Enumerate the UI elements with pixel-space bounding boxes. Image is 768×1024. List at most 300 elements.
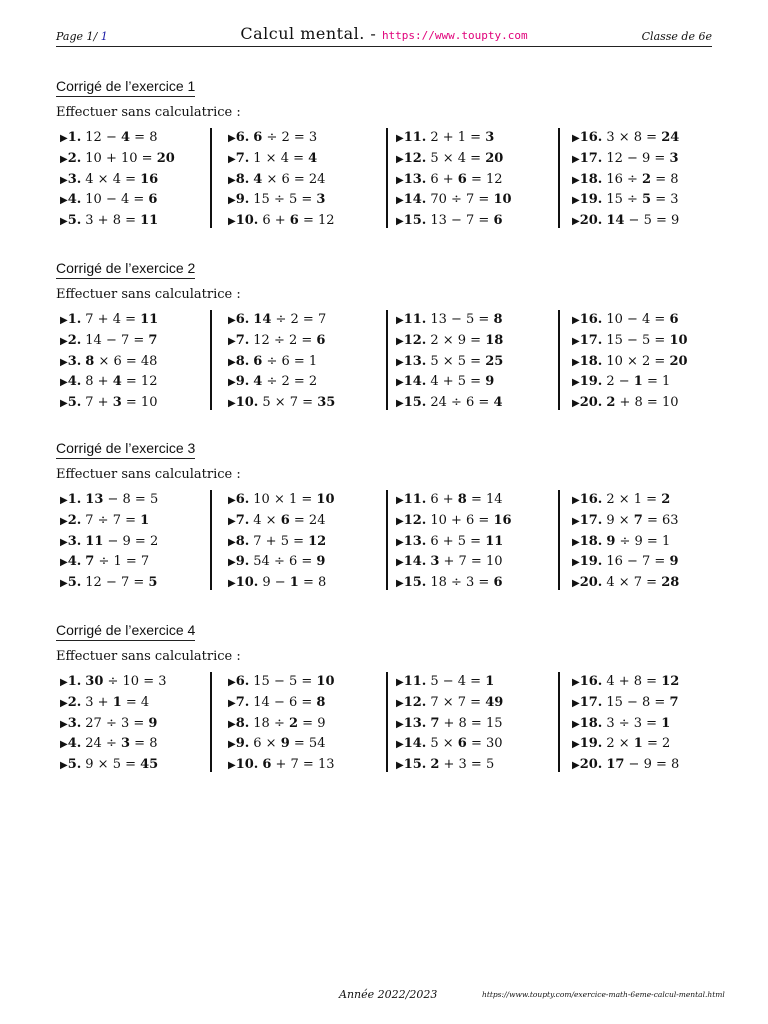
- exercise-title: Corrigé de l’exercice 2: [56, 260, 195, 279]
- answer-value: 11: [140, 312, 159, 327]
- answer-item: [228, 170, 335, 191]
- equation-text: 14 − 7 =: [85, 332, 149, 348]
- bullet-triangle-icon: ▶: [572, 133, 580, 144]
- equation-text: 2 ×: [606, 736, 634, 752]
- answers-column: [396, 490, 512, 594]
- bullet-triangle-icon: ▶: [228, 398, 236, 410]
- answers-column: [228, 672, 335, 776]
- equation: [253, 736, 325, 751]
- answer-value: 10: [316, 492, 335, 507]
- item-number: 7.: [235, 332, 250, 348]
- answer-value: 6: [493, 213, 503, 229]
- equation: [430, 554, 502, 569]
- equation-text: + 3 = 5: [439, 757, 495, 773]
- equation-text: 15 − 5 =: [606, 332, 670, 348]
- equation-text: = 14: [466, 492, 503, 507]
- bullet-triangle-icon: ▶: [228, 216, 236, 228]
- bullet-triangle-icon: ▶: [228, 739, 236, 751]
- item-number: 20.: [579, 213, 603, 229]
- bullet-triangle-icon: ▶: [572, 356, 580, 368]
- equation-text: + 7 = 10: [439, 554, 503, 570]
- bullet-triangle-icon: ▶: [572, 174, 580, 186]
- answer-value: 13: [85, 492, 104, 507]
- equation: [430, 736, 502, 751]
- bullet-triangle-icon: ▶: [60, 356, 68, 368]
- answer-item: [228, 490, 335, 511]
- item-number: 10.: [235, 213, 259, 229]
- equation-text: ÷ 6 = 1: [262, 353, 318, 369]
- equation-text: = 54: [289, 736, 326, 752]
- answer-item: [228, 393, 335, 414]
- equation: [253, 312, 326, 327]
- answer-value: 16: [493, 512, 512, 528]
- item-number: 7.: [235, 694, 250, 710]
- equation-text: 10 + 6 =: [430, 512, 494, 528]
- item-number: 3.: [67, 353, 82, 369]
- bullet-triangle-icon: ▶: [60, 578, 68, 590]
- answer-item: [572, 211, 679, 232]
- answer-value: 8: [316, 694, 326, 710]
- answers-column: [60, 128, 175, 232]
- answer-value: 4: [120, 130, 131, 145]
- bullet-triangle-icon: ▶: [572, 760, 580, 772]
- answer-item: [228, 573, 335, 594]
- bullet-triangle-icon: ▶: [396, 174, 404, 186]
- answer-item: [572, 352, 688, 373]
- item-number: 20.: [579, 395, 603, 411]
- answer-value: 6: [493, 575, 503, 591]
- exercise-section-2: [56, 258, 716, 411]
- answer-value: 1: [140, 512, 150, 528]
- answer-value: 2: [606, 395, 616, 411]
- bullet-triangle-icon: ▶: [396, 578, 404, 590]
- answers-grid: [56, 310, 716, 414]
- equation-text: ÷ 10 = 3: [103, 674, 167, 689]
- exercise-section-3: [56, 438, 716, 591]
- answers-grid: [56, 490, 716, 594]
- item-number: 17.: [579, 694, 603, 710]
- item-number: 15.: [403, 395, 427, 411]
- equation: [430, 130, 494, 145]
- equation-text: 6 + 5 =: [430, 533, 486, 549]
- equation-text: 16 ÷: [606, 171, 643, 187]
- answer-value: 5: [642, 192, 652, 208]
- equation-text: 9 −: [262, 575, 290, 591]
- bullet-triangle-icon: ▶: [60, 697, 68, 709]
- equation-text: 24 ÷: [85, 736, 121, 752]
- item-number: 18.: [579, 533, 603, 549]
- equation: [85, 192, 157, 207]
- equation: [430, 395, 502, 410]
- equation-text: 70 ÷ 7 =: [430, 192, 494, 208]
- bullet-triangle-icon: ▶: [396, 153, 404, 165]
- item-number: 10.: [235, 395, 259, 411]
- answer-value: 2: [430, 757, 440, 773]
- item-number: 1.: [67, 130, 82, 145]
- answer-value: 12: [308, 533, 327, 549]
- equation: [430, 513, 511, 528]
- equation-text: 9 ×: [606, 512, 634, 528]
- equation-text: 10 + 10 =: [85, 150, 157, 166]
- bullet-triangle-icon: ▶: [228, 760, 236, 772]
- equation: [430, 534, 503, 549]
- answer-item: [396, 331, 503, 352]
- footer-url[interactable]: https://www.toupty.com/exercice-math-6eme-calcul-mental.html: [482, 990, 725, 999]
- bullet-triangle-icon: ▶: [60, 557, 68, 569]
- answers-column: [60, 310, 158, 414]
- header-url-link[interactable]: https://www.toupty.com: [381, 29, 528, 42]
- equation: [606, 395, 678, 410]
- equation: [430, 333, 503, 348]
- answer-value: 28: [661, 575, 680, 591]
- equation: [262, 395, 335, 410]
- equation: [262, 757, 334, 772]
- equation-text: 8 +: [85, 374, 113, 390]
- bullet-triangle-icon: ▶: [228, 677, 236, 688]
- bullet-triangle-icon: ▶: [60, 315, 68, 326]
- item-number: 14.: [403, 554, 427, 570]
- answer-item: [228, 693, 335, 714]
- answer-item: [228, 211, 335, 232]
- answer-item: [60, 310, 158, 331]
- equation: [606, 716, 670, 731]
- answer-value: 6: [253, 353, 263, 369]
- equation-text: = 3: [651, 192, 679, 208]
- answer-value: 12: [661, 674, 680, 689]
- answer-value: 20: [156, 150, 175, 166]
- answer-value: 9: [316, 554, 326, 570]
- equation-text: 3 +: [85, 694, 113, 710]
- answers-column: [60, 490, 158, 594]
- answer-item: [60, 331, 158, 352]
- answer-value: 16: [140, 171, 159, 187]
- answer-item: [60, 511, 158, 532]
- item-number: 6.: [235, 312, 250, 327]
- equation: [430, 492, 502, 507]
- item-number: 17.: [579, 512, 603, 528]
- bullet-triangle-icon: ▶: [228, 174, 236, 186]
- equation: [430, 695, 503, 710]
- equation-text: 15 ÷ 5 =: [253, 192, 317, 208]
- equation: [85, 554, 149, 569]
- equation-text: 7 ÷ 7 =: [85, 512, 141, 528]
- item-number: 5.: [67, 757, 82, 773]
- answer-value: 17: [606, 757, 625, 773]
- equation-text: 12 − 9 =: [606, 150, 670, 166]
- equation: [85, 674, 166, 689]
- answer-item: [396, 211, 512, 232]
- equation: [253, 492, 334, 507]
- exercise-title: Corrigé de l’exercice 3: [56, 440, 195, 459]
- item-number: 13.: [403, 533, 427, 549]
- equation-text: ÷ 1 = 7: [94, 554, 150, 570]
- equation: [253, 354, 317, 369]
- answer-value: 18: [485, 332, 504, 348]
- item-number: 8.: [235, 171, 250, 187]
- item-number: 12.: [403, 150, 427, 166]
- equation-text: ÷ 2 = 7: [271, 312, 327, 327]
- answers-column: [572, 128, 679, 232]
- bullet-triangle-icon: ▶: [60, 739, 68, 751]
- answer-value: 6: [280, 512, 290, 528]
- bullet-triangle-icon: ▶: [60, 335, 68, 347]
- equation-text: 12 −: [85, 130, 121, 145]
- answer-item: [60, 190, 175, 211]
- answer-item: [60, 211, 175, 232]
- item-number: 10.: [235, 575, 259, 591]
- bullet-triangle-icon: ▶: [396, 377, 404, 389]
- answer-item: [396, 149, 512, 170]
- equation: [430, 354, 503, 369]
- equation: [606, 130, 679, 145]
- answer-item: [60, 393, 158, 414]
- item-number: 8.: [235, 715, 250, 731]
- equation: [253, 130, 317, 145]
- equation-text: 3 × 8 =: [606, 130, 662, 145]
- column-divider: [386, 128, 388, 228]
- item-number: 16.: [579, 312, 603, 327]
- item-number: 16.: [579, 674, 603, 689]
- answer-value: 6: [316, 332, 326, 348]
- equation: [606, 192, 678, 207]
- exercise-section-1: [56, 76, 716, 229]
- bullet-triangle-icon: ▶: [572, 216, 580, 228]
- answer-value: 1: [633, 374, 643, 390]
- item-number: 18.: [579, 171, 603, 187]
- answer-value: 11: [85, 533, 104, 549]
- item-number: 15.: [403, 757, 427, 773]
- answer-value: 4: [308, 150, 318, 166]
- equation: [85, 333, 157, 348]
- answer-item: [572, 128, 679, 149]
- bullet-triangle-icon: ▶: [60, 216, 68, 228]
- equation-text: 4 × 7 =: [606, 575, 662, 591]
- bullet-triangle-icon: ▶: [60, 133, 68, 144]
- answer-item: [572, 170, 679, 191]
- answer-value: 49: [485, 694, 504, 710]
- answer-item: [228, 149, 335, 170]
- answer-item: [396, 755, 503, 776]
- item-number: 6.: [235, 130, 250, 145]
- equation: [430, 757, 494, 772]
- bullet-triangle-icon: ▶: [572, 335, 580, 347]
- item-number: 9.: [235, 554, 250, 570]
- item-number: 6.: [235, 674, 250, 689]
- bullet-triangle-icon: ▶: [396, 356, 404, 368]
- answer-value: 6: [457, 171, 467, 187]
- answer-value: 45: [140, 757, 159, 773]
- exercise-instruction: Effectuer sans calculatrice :: [56, 105, 241, 120]
- equation-text: 54 ÷ 6 =: [253, 554, 317, 570]
- answer-item: [572, 511, 679, 532]
- equation-text: = 8: [130, 130, 158, 145]
- equation-text: + 7 = 13: [271, 757, 335, 773]
- exercise-instruction: Effectuer sans calculatrice :: [56, 649, 241, 664]
- bullet-triangle-icon: ▶: [572, 697, 580, 709]
- answer-value: 30: [85, 674, 104, 689]
- equation-text: 14 − 6 =: [253, 694, 317, 710]
- answers-column: [572, 310, 688, 414]
- answer-value: 9: [148, 715, 158, 731]
- equation: [430, 374, 494, 389]
- item-number: 1.: [67, 674, 82, 689]
- answer-value: 1: [112, 694, 122, 710]
- equation: [606, 312, 678, 327]
- answer-value: 9: [669, 554, 679, 570]
- answer-value: 7: [633, 512, 643, 528]
- answer-item: [572, 672, 679, 693]
- equation-text: 6 ×: [253, 736, 281, 752]
- bullet-triangle-icon: ▶: [396, 718, 404, 730]
- equation: [606, 513, 678, 528]
- equation: [85, 395, 157, 410]
- bullet-triangle-icon: ▶: [228, 315, 236, 326]
- document-title: Calcul mental. -: [240, 24, 377, 43]
- bullet-triangle-icon: ▶: [228, 133, 236, 144]
- equation-text: 4 × 4 =: [85, 171, 141, 187]
- bullet-triangle-icon: ▶: [572, 536, 580, 548]
- answer-value: 24: [661, 130, 680, 145]
- item-number: 2.: [67, 150, 82, 166]
- equation-text: = 1: [642, 374, 671, 390]
- equation-text: 16 − 7 =: [606, 554, 670, 570]
- answers-column: [396, 310, 503, 414]
- equation: [430, 312, 502, 327]
- answer-item: [572, 573, 679, 594]
- answer-value: 10: [493, 192, 512, 208]
- item-number: 4.: [67, 374, 82, 390]
- equation: [85, 492, 158, 507]
- equation-text: = 30: [466, 736, 503, 752]
- bullet-triangle-icon: ▶: [572, 677, 580, 688]
- equation-text: = 63: [642, 512, 679, 528]
- equation: [85, 575, 157, 590]
- equation-text: × 6 = 48: [94, 353, 158, 369]
- answer-item: [572, 490, 679, 511]
- bullet-triangle-icon: ▶: [228, 557, 236, 569]
- equation: [430, 716, 502, 731]
- answer-item: [396, 128, 512, 149]
- item-number: 15.: [403, 575, 427, 591]
- bullet-triangle-icon: ▶: [396, 536, 404, 548]
- page-total-link[interactable]: 1: [100, 30, 108, 43]
- equation-text: 10 − 4 =: [606, 312, 670, 327]
- equation-text: 13 − 7 =: [430, 213, 494, 229]
- equation: [85, 130, 157, 145]
- equation-text: = 24: [289, 512, 326, 528]
- bullet-triangle-icon: ▶: [396, 195, 404, 207]
- item-number: 14.: [403, 374, 427, 390]
- answer-item: [396, 693, 503, 714]
- equation-text: 5 × 7 =: [262, 395, 318, 411]
- bullet-triangle-icon: ▶: [60, 153, 68, 165]
- answer-value: 7: [148, 332, 158, 348]
- equation: [85, 534, 158, 549]
- answer-item: [396, 511, 512, 532]
- item-number: 3.: [67, 533, 82, 549]
- answer-value: 1: [633, 736, 643, 752]
- answer-value: 7: [430, 715, 440, 731]
- answer-item: [60, 352, 158, 373]
- equation: [430, 213, 502, 228]
- answer-value: 2: [642, 171, 652, 187]
- answer-value: 4: [112, 374, 122, 390]
- item-number: 9.: [235, 192, 250, 208]
- bullet-triangle-icon: ▶: [228, 495, 236, 506]
- answer-item: [228, 190, 335, 211]
- item-number: 19.: [579, 192, 603, 208]
- answers-column: [228, 490, 335, 594]
- bullet-triangle-icon: ▶: [572, 718, 580, 730]
- bullet-triangle-icon: ▶: [572, 578, 580, 590]
- answer-item: [60, 490, 158, 511]
- item-number: 2.: [67, 332, 82, 348]
- equation: [253, 151, 317, 166]
- equation: [253, 333, 325, 348]
- answer-value: 4: [253, 374, 263, 390]
- bullet-triangle-icon: ▶: [228, 153, 236, 165]
- item-number: 14.: [403, 192, 427, 208]
- item-number: 11.: [403, 492, 427, 507]
- equation-text: 18 ÷: [253, 715, 289, 731]
- answer-item: [572, 693, 679, 714]
- answer-item: [396, 552, 512, 573]
- answer-value: 3: [112, 395, 122, 411]
- bullet-triangle-icon: ▶: [572, 398, 580, 410]
- item-number: 15.: [403, 213, 427, 229]
- bullet-triangle-icon: ▶: [60, 495, 68, 506]
- item-number: 11.: [403, 130, 427, 145]
- answers-column: [396, 128, 512, 232]
- equation-text: = 8: [298, 575, 327, 591]
- equation-text: 2 + 1 =: [430, 130, 486, 145]
- equation-text: ÷ 9 = 1: [615, 533, 671, 549]
- bullet-triangle-icon: ▶: [228, 356, 236, 368]
- item-number: 19.: [579, 554, 603, 570]
- answer-value: 3: [669, 150, 679, 166]
- equation: [430, 151, 503, 166]
- equation: [253, 374, 317, 389]
- answer-item: [228, 352, 335, 373]
- bullet-triangle-icon: ▶: [60, 760, 68, 772]
- answer-item: [396, 490, 512, 511]
- bullet-triangle-icon: ▶: [228, 697, 236, 709]
- bullet-triangle-icon: ▶: [60, 515, 68, 527]
- column-divider: [386, 672, 388, 772]
- bullet-triangle-icon: ▶: [60, 677, 68, 688]
- item-number: 20.: [579, 575, 603, 591]
- item-number: 7.: [235, 150, 250, 166]
- equation: [253, 192, 325, 207]
- answer-item: [60, 573, 158, 594]
- answer-item: [396, 714, 503, 735]
- equation: [606, 151, 678, 166]
- equation: [430, 674, 494, 689]
- answer-value: 9: [606, 533, 616, 549]
- answer-item: [60, 734, 167, 755]
- equation-text: 5 ×: [430, 736, 458, 752]
- answer-value: 4: [253, 171, 263, 187]
- item-number: 8.: [235, 353, 250, 369]
- bullet-triangle-icon: ▶: [228, 515, 236, 527]
- answer-item: [396, 310, 503, 331]
- answer-item: [572, 310, 688, 331]
- item-number: 13.: [403, 715, 427, 731]
- answer-item: [572, 755, 679, 776]
- item-number: 3.: [67, 715, 82, 731]
- answer-item: [396, 532, 512, 553]
- answer-item: [60, 170, 175, 191]
